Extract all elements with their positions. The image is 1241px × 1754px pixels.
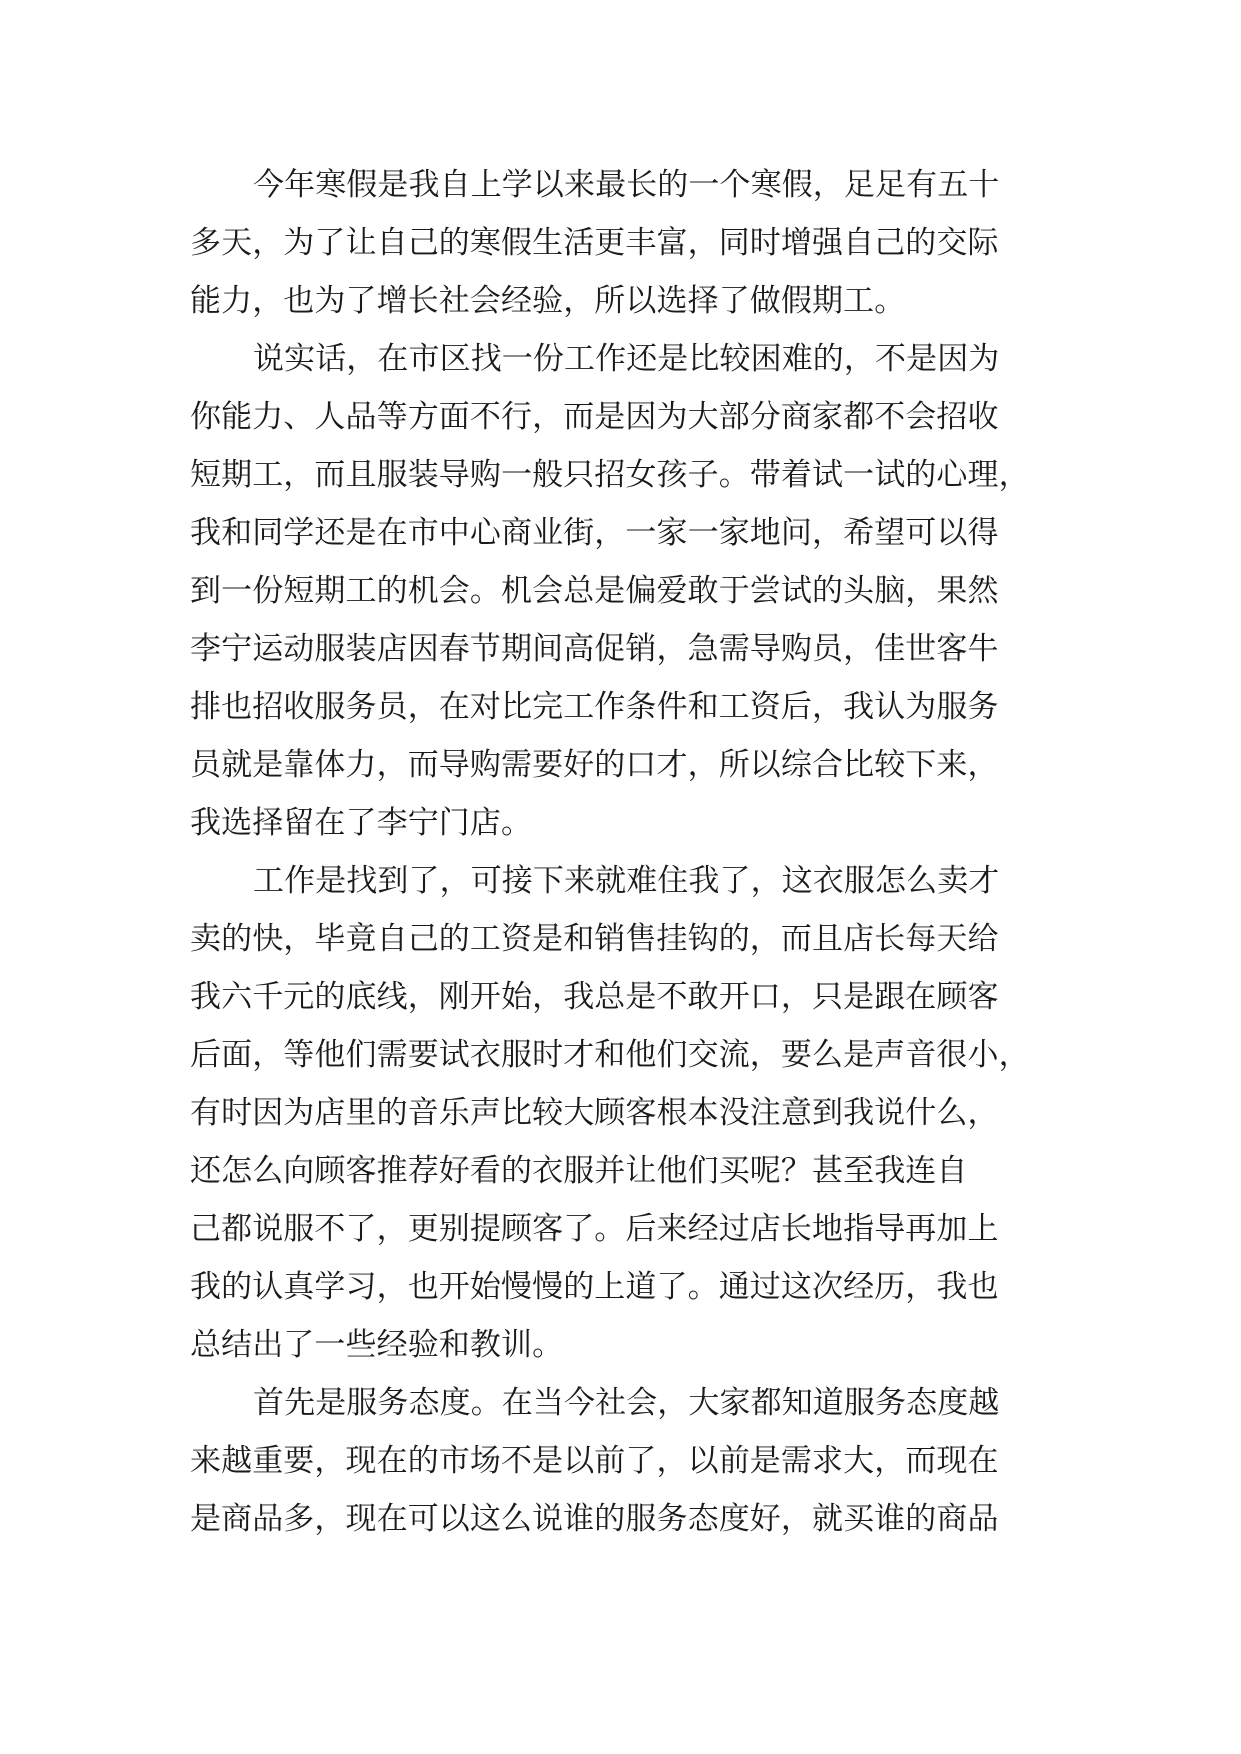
text-line: 首先是服务态度。在当今社会，大家都知道服务态度越: [253, 1385, 1000, 1421]
text-line: 我选择留在了李宁门店。: [190, 805, 533, 841]
text-line: 总结出了一些经验和教训。: [190, 1327, 564, 1363]
paragraph-3: [190, 852, 1070, 1374]
text-line: 能力，也为了增长社会经验，所以选择了做假期工。: [190, 283, 906, 319]
paragraph-2: [190, 330, 1070, 852]
text-line: 是商品多，现在可以这么说谁的服务态度好，就买谁的商品: [190, 1501, 999, 1537]
text-line: 多天，为了让自己的寒假生活更丰富，同时增强自己的交际: [190, 225, 999, 261]
text-line: 员就是靠体力，而导购需要好的口才，所以综合比较下来，: [190, 747, 999, 783]
text-line: 到一份短期工的机会。机会总是偏爱敢于尝试的头脑，果然: [190, 573, 999, 609]
paragraph-1: [190, 156, 1070, 330]
text-line: 李宁运动服装店因春节期间高促销，急需导购员，佳世客牛: [190, 631, 999, 667]
text-line: 我的认真学习，也开始慢慢的上道了。通过这次经历，我也: [190, 1269, 999, 1305]
text-line: 短期工，而且服装导购一般只招女孩子。带着试一试的心理，: [190, 457, 1030, 493]
text-line: 己都说服不了，更别提顾客了。后来经过店长地指导再加上: [190, 1211, 999, 1247]
text-line: 卖的快，毕竟自己的工资是和销售挂钩的，而且店长每天给: [190, 921, 999, 957]
text-line: 排也招收服务员，在对比完工作条件和工资后，我认为服务: [190, 689, 999, 725]
text-line: 还怎么向顾客推荐好看的衣服并让他们买呢？甚至我连自: [190, 1153, 968, 1189]
text-line: 工作是找到了，可接下来就难住我了，这衣服怎么卖才: [253, 863, 1000, 899]
text-line: 说实话，在市区找一份工作还是比较困难的，不是因为: [253, 341, 1000, 377]
text-line: 今年寒假是我自上学以来最长的一个寒假，足足有五十: [253, 167, 1000, 203]
text-line: 后面，等他们需要试衣服时才和他们交流，要么是声音很小，: [190, 1037, 1030, 1073]
text-line: 你能力、人品等方面不行，而是因为大部分商家都不会招收: [190, 399, 999, 435]
text-line: 有时因为店里的音乐声比较大顾客根本没注意到我说什么，: [190, 1095, 999, 1131]
paragraph-4: [190, 1374, 1070, 1548]
document-body: [190, 156, 1070, 1548]
text-line: 来越重要，现在的市场不是以前了，以前是需求大，而现在: [190, 1443, 999, 1479]
text-line: 我六千元的底线，刚开始，我总是不敢开口，只是跟在顾客: [190, 979, 999, 1015]
text-line: 我和同学还是在市中心商业街，一家一家地问，希望可以得: [190, 515, 999, 551]
